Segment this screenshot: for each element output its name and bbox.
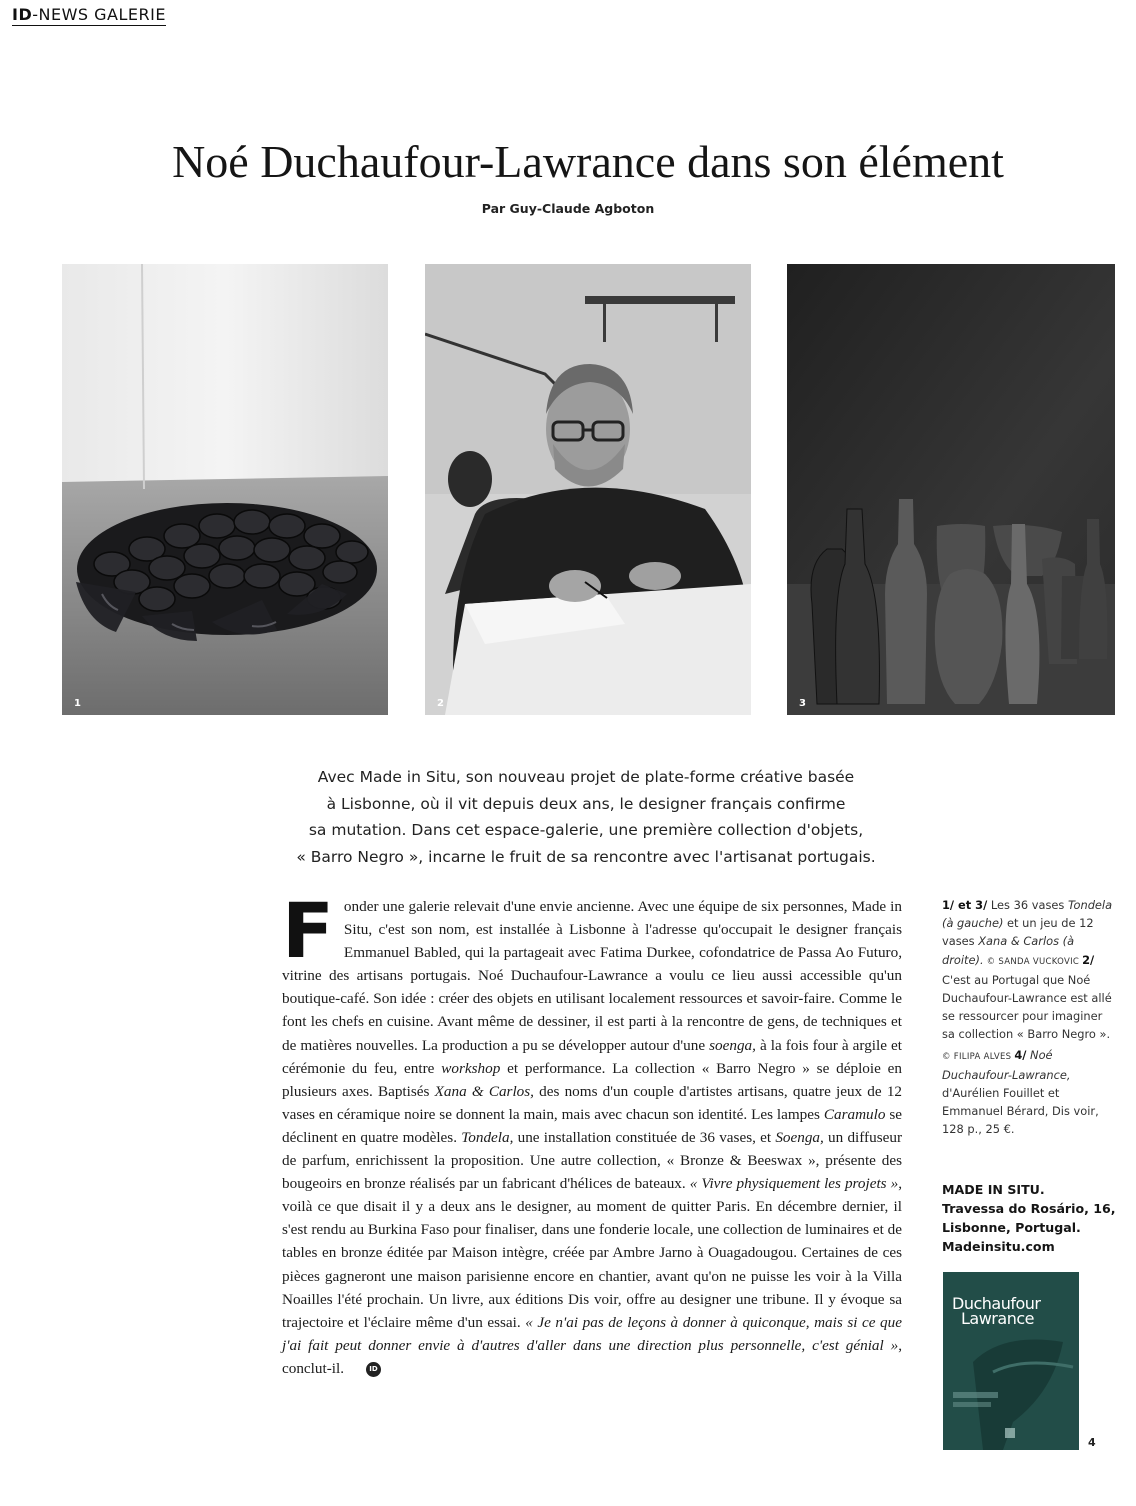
caption-italic: Tondela (à gauche) xyxy=(942,898,1113,931)
body-text: , voilà ce que disait il y a deux ans le designer, au moment de quitter Paris. En décembre dernier, il s'est rendu au Burkina Faso pour finaliser, dans une fonderie locale, une collection de luminaires et de tables en bronze éditée par Maison intègre, créée par Ambre Jarno à Ouagadougou. Certaines de ces pièces gagneront une maison parisienne encore en chantier, avant qu'on ne puisse les voir à la Villa Noailles l'été prochain. Un livre, aux éditions Dis voir, offre au designer une tribune. Il y évoque sa trajectoire et l'éclaire même d'un essai. xyxy=(282,1175,902,1331)
body-italic: Soenga, xyxy=(775,1128,824,1146)
caption-text: d'Aurélien Fouillet et Emmanuel Bérard, Dis voir, 128 p., 25 €. xyxy=(942,1086,1099,1137)
body-italic: soenga, xyxy=(709,1036,756,1054)
body-text: onder une galerie relevait d'une envie ancienne. Avec une équipe de six personnes, Made in Situ, c'est son nom, est installée à Lisbonne à l'adresse qu'occupait le designer français Emmanuel Babled, qui la partageait avec Fatima Durkee, cofondatrice de Passa Ao Futuro, vitrine des artisans portugais. Noé Duchaufour-Lawrance a voulu ce lieu aussi accessible qu'un boutique-café. Son idée : créer des objets en utilisant localement ressources et savoir-faire. Comme le font les chefs en cuisine. Avant même de dessiner, il est parti à la rencontre de gens, de techniques et de matières nouvelles. La production a pu se développer autour d'une xyxy=(282,898,902,1054)
body-italic: Xana & Carlos, xyxy=(434,1082,534,1100)
photo-number: 3 xyxy=(799,698,806,709)
end-mark-icon: ID xyxy=(366,1362,381,1377)
drop-cap: F xyxy=(282,886,334,975)
intro-line: à Lisbonne, où il vit depuis deux ans, le designer français confirme xyxy=(326,794,846,813)
caption-text: et un jeu de 12 vases xyxy=(942,916,1094,949)
body-text: une installation constituée de 36 vases, et xyxy=(513,1128,776,1146)
photo-tondela-installation xyxy=(62,264,388,715)
photo-number: 2 xyxy=(437,698,444,709)
address-line: Lisbonne, Portugal. xyxy=(942,1220,1081,1235)
article-body xyxy=(282,886,903,1380)
book-cover-image xyxy=(943,1272,1079,1450)
article-title: Noé Duchaufour-Lawrance dans son élément xyxy=(172,136,1004,187)
intro-line: « Barro Negro », incarne le fruit de sa rencontre avec l'artisanat portugais. xyxy=(296,847,876,866)
body-text: un diffuseur de parfum, enrichissent la proposition. Une autre collection, « Bronze & Beeswax », présente des bougeoirs en bronze réalisés par un fabricant d'hélices de bateaux. xyxy=(282,1128,902,1193)
photo-number: 1 xyxy=(74,698,81,709)
body-italic: workshop xyxy=(441,1059,501,1077)
photo-xana-carlos-vases xyxy=(787,264,1115,715)
body-quote: « Je n'ai pas de leçons à donner à quiconque, mais si ce que j'ai fait peut donner envie à d'autres d'aller dans une direction plus personnelle, c'est génial » xyxy=(282,1313,902,1354)
book-title: Duchaufour xyxy=(952,1294,1041,1313)
caption-text: Les 36 vases xyxy=(987,898,1068,912)
photo-captions xyxy=(942,896,1114,1139)
body-quote: « Vivre physiquement les projets » xyxy=(689,1175,899,1193)
caption-number: 2/ xyxy=(1082,952,1095,967)
magazine-brand: ID xyxy=(12,5,33,24)
body-text: se déclinent en quatre modèles. xyxy=(282,1105,903,1146)
body-text: , conclut-il. xyxy=(282,1336,902,1377)
section-name: -NEWS GALERIE xyxy=(32,5,166,24)
intro-line: sa mutation. Dans cet espace-galerie, une première collection d'objets, xyxy=(308,821,864,839)
photo-number: 4 xyxy=(1088,1436,1096,1449)
address-line: Travessa do Rosário, 16, xyxy=(942,1201,1116,1216)
body-text: des noms d'un couple d'artistes artisans, quatre jeux de 12 vases en céramique noire se donnent la main, mais avec chacun son identité. Les lampes xyxy=(282,1082,903,1123)
caption-text: C'est au Portugal que Noé Duchaufour-Lawrance est allé se ressourcer pour imaginer sa collection « Barro Negro ». xyxy=(942,972,1112,1042)
photo-credit: © SANDA VUCKOVIC xyxy=(983,956,1083,967)
article-intro xyxy=(272,764,900,870)
photo-credit: © FILIPA ALVES xyxy=(942,1051,1015,1062)
body-italic: Tondela, xyxy=(461,1128,514,1146)
intro-line: Avec Made in Situ, son nouveau projet de plate-forme créative basée xyxy=(317,768,855,786)
body-italic: Caramulo xyxy=(823,1105,886,1123)
caption-italic: Xana & Carlos (à droite). xyxy=(942,934,1075,967)
gallery-address xyxy=(942,1180,1122,1256)
byline: Par Guy-Claude Agboton xyxy=(481,201,655,216)
body-text: et performance. La collection « Barro Negro » se déploie en plusieurs axes. Baptisés xyxy=(282,1059,902,1100)
body-text: à la fois four à argile et cérémonie du feu, entre xyxy=(282,1036,902,1077)
caption-italic: Noé Duchaufour-Lawrance, xyxy=(942,1047,1071,1082)
caption-number: 1/ et 3/ xyxy=(942,898,988,912)
section-header xyxy=(12,6,166,26)
address-line[interactable]: Madeinsitu.com xyxy=(942,1239,1055,1254)
caption-number: 4/ xyxy=(1014,1047,1027,1062)
address-line: MADE IN SITU. xyxy=(942,1182,1045,1197)
photo-designer-portrait xyxy=(425,264,751,715)
book-title: Lawrance xyxy=(961,1309,1034,1328)
